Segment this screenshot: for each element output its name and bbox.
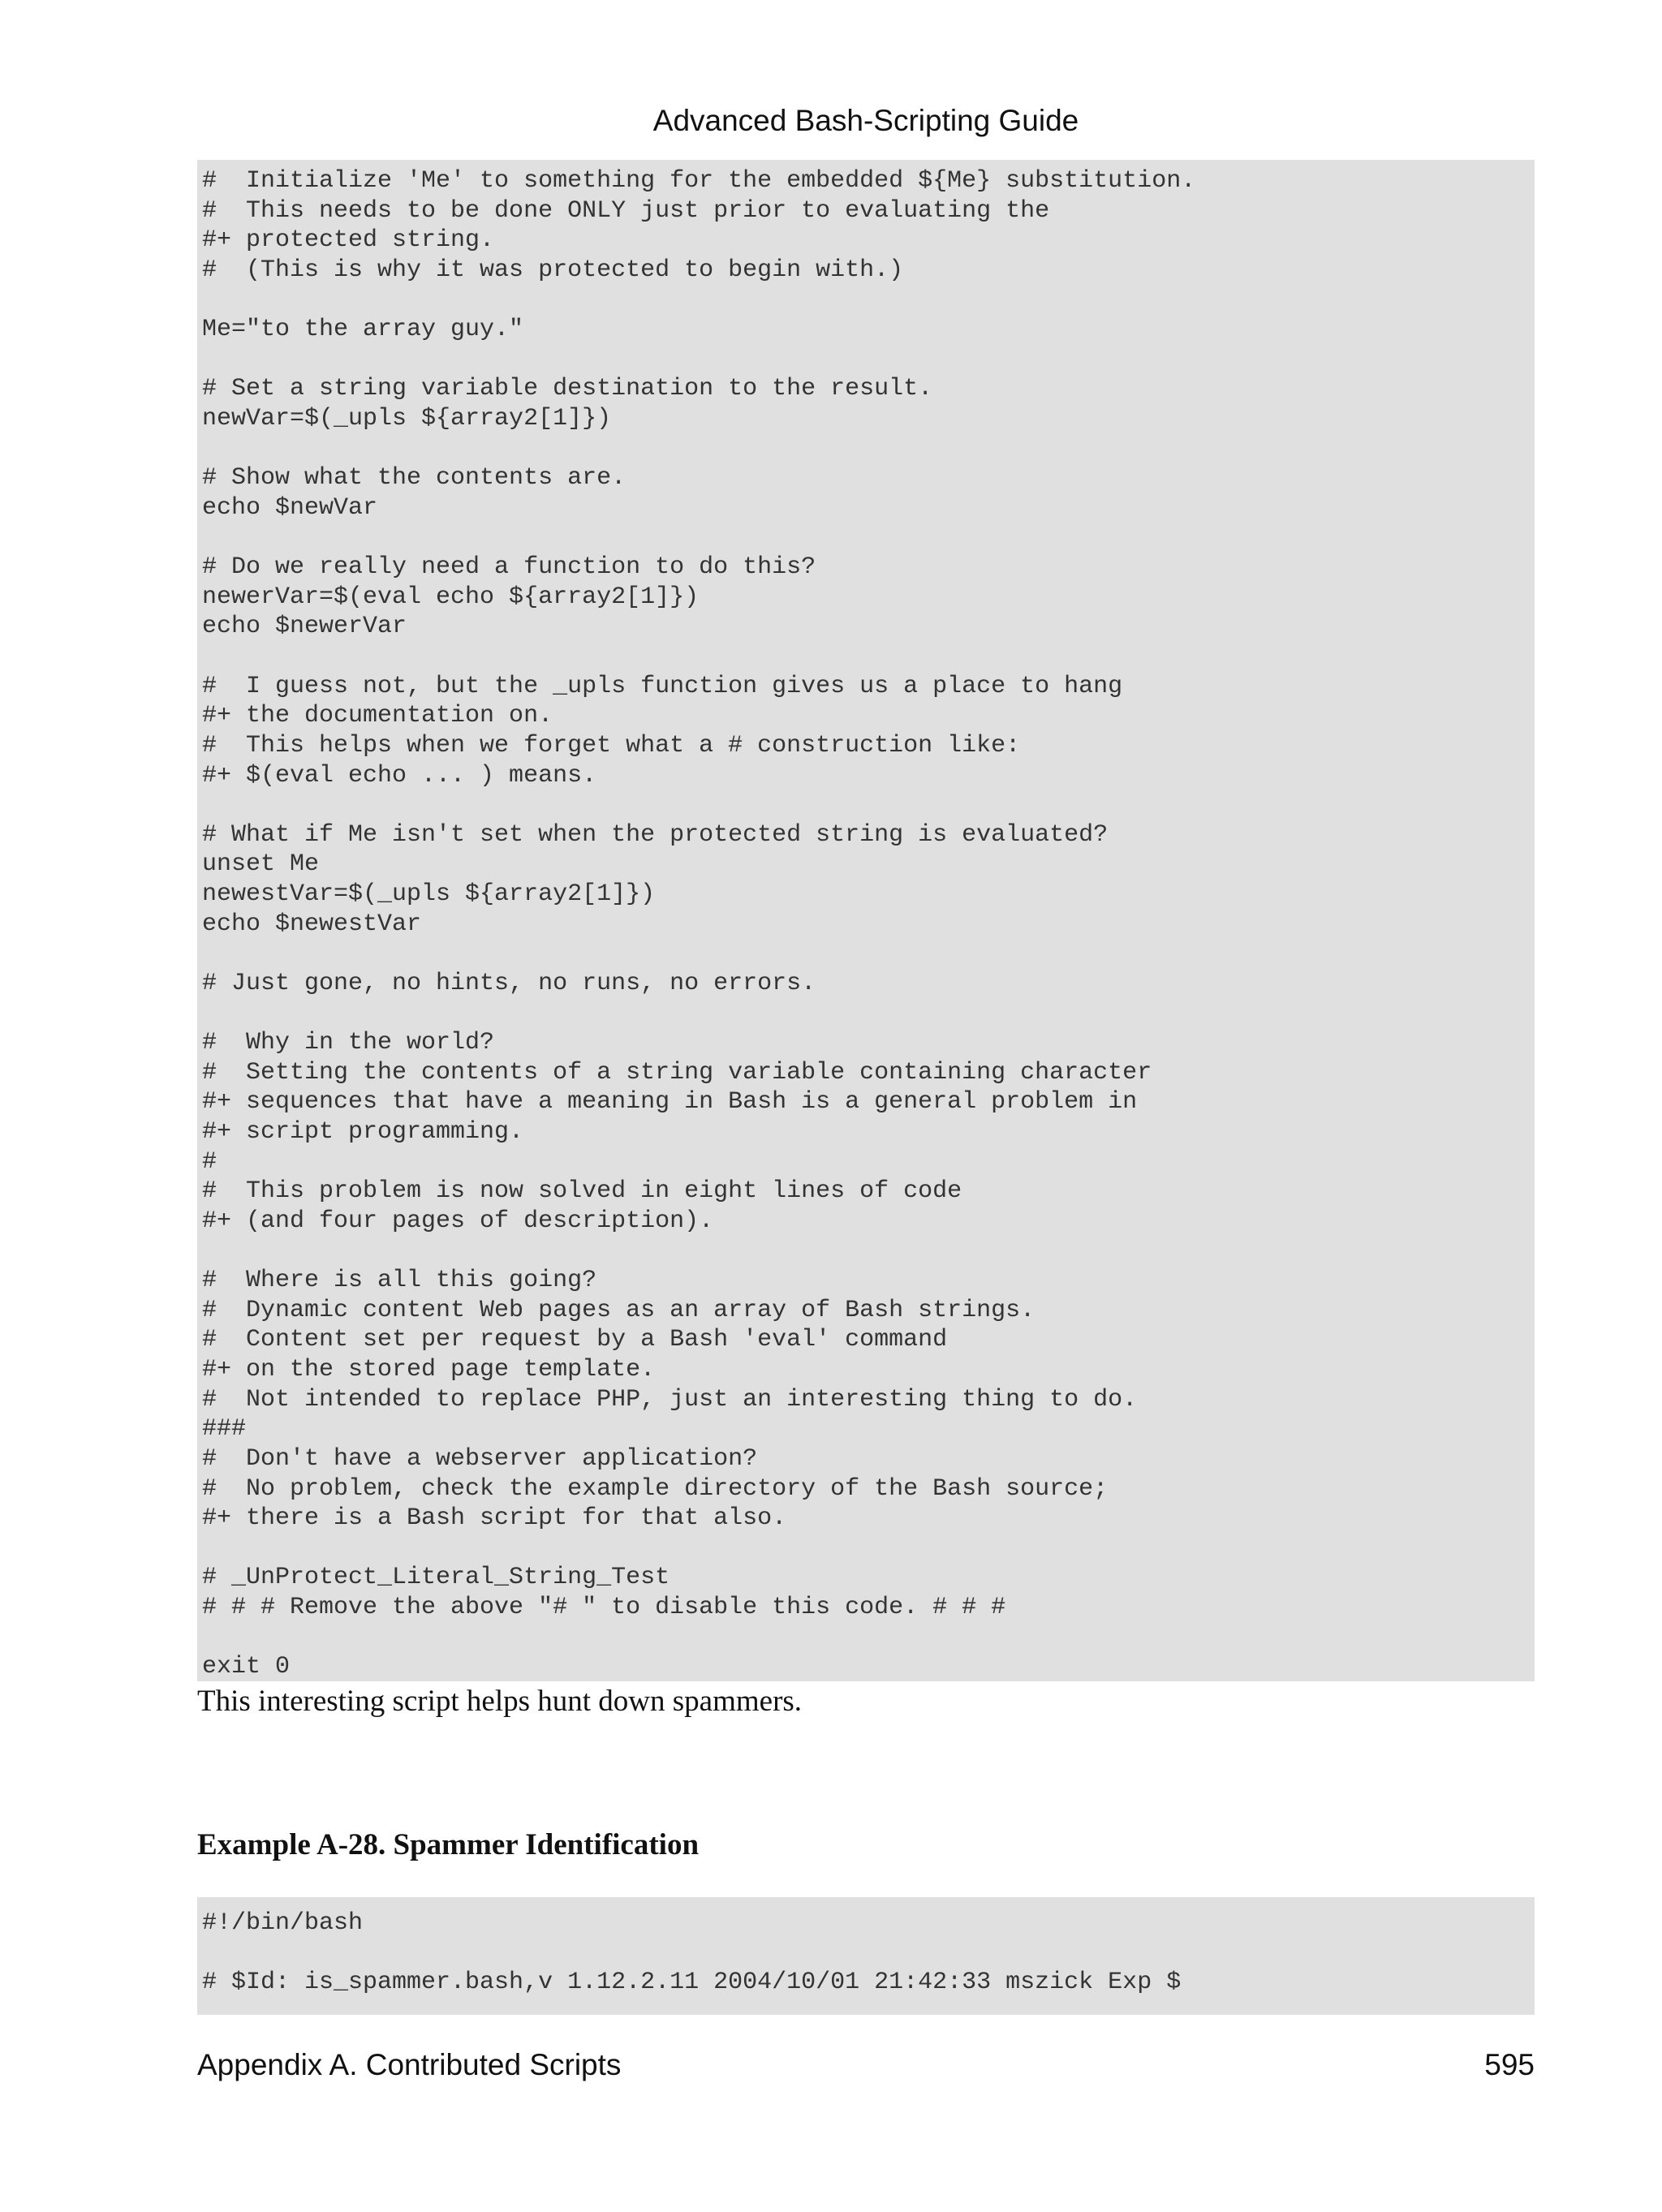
example-title: Example A-28. Spammer Identification xyxy=(197,1828,700,1861)
page-number: 595 xyxy=(1484,2048,1535,2081)
footer-section-title: Appendix A. Contributed Scripts xyxy=(197,2048,622,2081)
page-header: Advanced Bash-Scripting Guide xyxy=(652,104,1079,137)
page-footer xyxy=(197,2045,1535,2085)
code-listing: # Initialize 'Me' to something for the embedded ${Me} substitution. # This needs to be done ONLY just prior to evaluating the #+ protected string. # (This is why it was protected to begin with.) Me="to the array guy." # Set a string variable destination to the result. newVar=$(_upls ${array2[1]}) # Show what the contents are. echo $newVar # Do we really need a function to do this? newerVar=$(eval echo ${array2[1]}) echo $newerVar # I guess not, but the _upls function gives us a place to hang #+ the documentation on. # This helps when we forget what a # construction like: #+ $(eval echo ... ) means. # What if Me isn't set when the protected string is evaluated? unset Me newestVar=$(_upls ${array2[1]}) echo $newestVar # Just gone, no hints, no runs, no errors. # Why in the world? # Setting the contents of a string variable containing character #+ sequences that have a meaning in Bash is a general problem in #+ script programming. # # This problem is now solved in eight lines of code #+ (and four pages of description). # Where is all this going? # Dynamic content Web pages as an array of Bash strings. # Content set per request by a Bash 'eval' command #+ on the stored page template. # Not intended to replace PHP, just an interesting thing to do. ### # Don't have a webserver application? # No problem, check the example directory of the Bash source; #+ there is a Bash script for that also. # _UnProtect_Literal_String_Test # # # Remove the above "# " to disable this code. # # # exit 0 xyxy=(197,160,1535,1681)
code-listing-example: #!/bin/bash # $Id: is_spammer.bash,v 1.12.2.11 2004/10/01 21:42:33 mszick Exp $ xyxy=(197,1897,1535,2015)
body-paragraph: This interesting script helps hunt down spammers. xyxy=(197,1685,803,1718)
